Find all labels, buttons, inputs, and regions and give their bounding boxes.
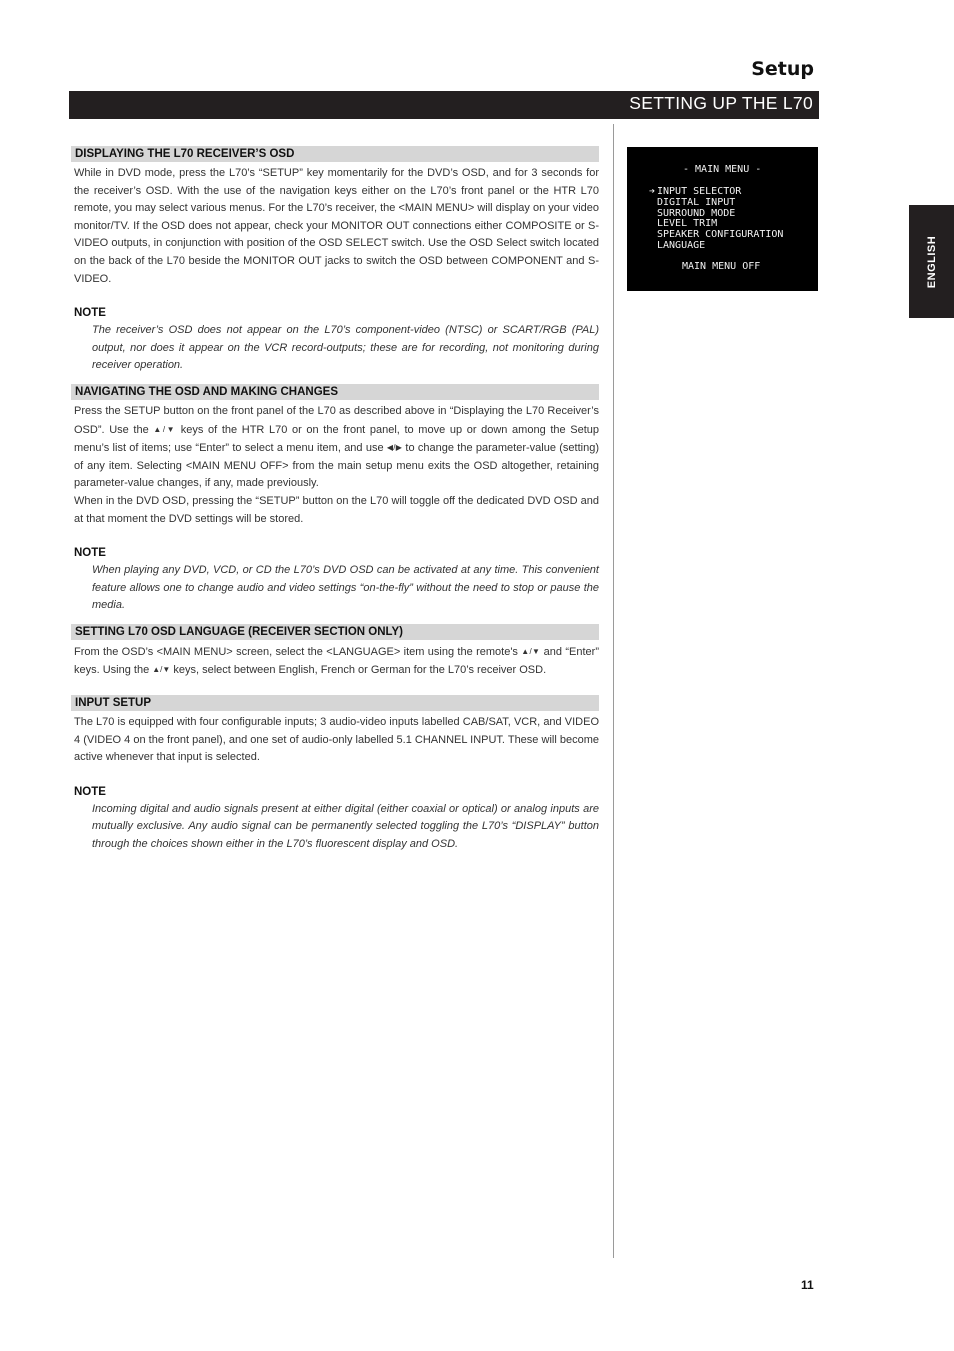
heading-osd-language: SETTING L70 OSD LANGUAGE (RECEIVER SECTION ONLY) bbox=[71, 624, 599, 640]
osd-item-main-menu-off: MAIN MENU OFF bbox=[682, 261, 761, 272]
note-text: When playing any DVD, VCD, or CD the L70’s DVD OSD can be activated at any time. This convenient feature allows one to change audio and video settings “on-the-fly” without the need to stop or pause the media. bbox=[92, 564, 599, 612]
note-text: The receiver’s OSD does not appear on the L70’s component-video (NTSC) or SCART/RGB (PAL) output, nor does it appear on the VCR record-outputs; these are for recording, not monitoring during receiver operation. bbox=[92, 324, 599, 372]
osd-item-digital-input: DIGITAL INPUT bbox=[657, 196, 736, 208]
note-label: NOTE bbox=[74, 307, 106, 320]
section-title: Setup bbox=[751, 58, 814, 80]
left-right-arrows-icon: ◀/▶ bbox=[386, 443, 403, 453]
paragraph-navigating-osd: Press the SETUP button on the front panel of the L70 as described above in “Displaying the L70 Receiver’s OSD”. Use the ▲/▼ keys of the HTR L70 or on the front panel, to move up or down among the Setup menu’s list of items; use “Enter” to select a menu item, and use ◀/▶ to change the parameter-value (setting) of any item. Selecting <MAIN MENU OFF> from the main setup menu exits the OSD altogether, retaining parameter-value changes, if any, made previously. bbox=[74, 404, 600, 490]
column-divider bbox=[613, 124, 614, 1258]
osd-item-level-trim: LEVEL TRIM bbox=[657, 218, 718, 230]
heading-displaying-osd: DISPLAYING THE L70 RECEIVER’S OSD bbox=[71, 146, 599, 162]
heading-input-setup: INPUT SETUP bbox=[71, 695, 599, 711]
osd-item-surround-mode: SURROUND MODE bbox=[657, 207, 736, 219]
paragraph-displaying-osd: While in DVD mode, press the L70’s “SETUP” key momentarily for the DVD’s OSD, and for 3 seconds for the receiver’s OSD. With the use of the navigation keys either on the L70’s front panel or the HTR L70 remote, you may select various menus. For the L70’s receiver, the <MAIN MENU> will display on your video monitor/TV. If the OSD does not appear, check your MONITOR OUT connections either COMPOSITE or S-VIDEO outputs, in conjunction with position of the OSD SELECT switch. Use the OSD Select switch located on the back of the L70 beside the MONITOR OUT jacks to switch the OSD between COMPONENT and S-VIDEO. bbox=[74, 167, 599, 285]
page-number: 11 bbox=[801, 1278, 814, 1292]
up-down-arrows-icon: ▲/▼ bbox=[152, 665, 171, 675]
paragraph-dvd-osd: When in the DVD OSD, pressing the “SETUP” button on the L70 will toggle off the dedicated DVD OSD and at that moment the DVD settings will be stored. bbox=[74, 494, 599, 525]
main-content bbox=[71, 146, 599, 854]
note-label: NOTE bbox=[74, 547, 106, 560]
osd-menu-list bbox=[649, 187, 783, 252]
language-tab-label: ENGLISH bbox=[925, 235, 938, 288]
osd-item-input-selector: ➔ INPUT SELECTOR bbox=[649, 186, 742, 197]
osd-item-speaker-configuration: SPEAKER CONFIGURATION bbox=[657, 229, 784, 241]
osd-title: - MAIN MENU - bbox=[683, 164, 762, 175]
note-label: NOTE bbox=[74, 785, 106, 798]
page-title: SETTING UP THE L70 bbox=[629, 93, 813, 113]
note-text: Incoming digital and audio signals present at either digital (either coaxial or optical) or analog inputs are mutually exclusive. Any audio signal can be permanently selected toggling the L70’s “DISPLAY” button through the choices shown either in the L70’s fluorescent display and OSD. bbox=[92, 802, 599, 851]
heading-navigating-osd: NAVIGATING THE OSD AND MAKING CHANGES bbox=[71, 384, 599, 400]
osd-item-language: LANGUAGE bbox=[657, 239, 706, 251]
osd-main-menu-screen bbox=[627, 147, 818, 291]
cursor-arrow-icon: ➔ bbox=[649, 186, 656, 197]
up-down-arrows-icon: ▲/▼ bbox=[521, 646, 541, 656]
up-down-arrows-icon: ▲/▼ bbox=[153, 424, 177, 434]
header-bar bbox=[69, 91, 819, 119]
language-tab bbox=[909, 205, 954, 318]
paragraph-input-setup: The L70 is equipped with four configurable inputs; 3 audio-video inputs labelled CAB/SAT, VCR, and VIDEO 4 (VIDEO 4 on the front panel), and one set of audio-only labelled 5.1 CHANNEL INPUT. These will become active whenever that input is selected. bbox=[74, 716, 599, 764]
paragraph-osd-language: From the OSD’s <MAIN MENU> screen, select the <LANGUAGE> item using the remote's ▲/▼ and “Enter” keys. Using the ▲/▼ keys, select between English, French or German for the L70’s receiver OSD. bbox=[74, 645, 599, 677]
